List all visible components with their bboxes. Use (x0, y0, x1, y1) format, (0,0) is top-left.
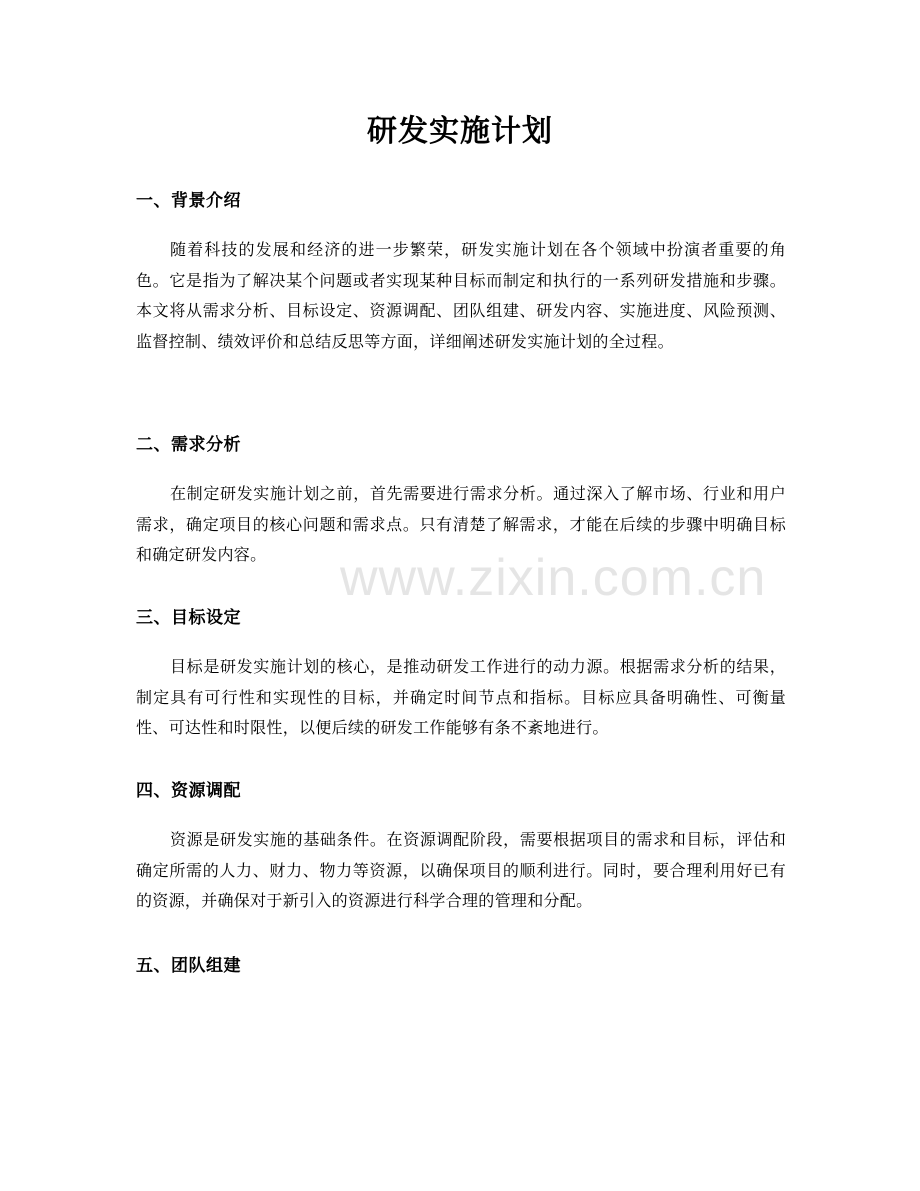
section-heading: 五、团队组建 (136, 956, 241, 976)
section-paragraph: 在制定研发实施计划之前，首先需要进行需求分析。通过深入了解市场、行业和用户需求，确定项目的核心问题和需求点。只有清楚了解需求，才能在后续的步骤中明确目标和确定研发内容。 (136, 484, 786, 564)
section-background (136, 189, 786, 357)
section-paragraph: 随着科技的发展和经济的进一步繁荣，研发实施计划在各个领域中扮演者重要的角色。它是指为了解决某个问题或者实现某种目标而制定和执行的一系列研发措施和步骤。本文将从需求分析、目标设定、资源调配、团队组建、研发内容、实施进度、风险预测、监督控制、绩效评价和总结反思等方面，详细阐述研发实施计划的全过程。 (136, 240, 786, 351)
section-paragraph: 资源是研发实施的基础条件。在资源调配阶段，需要根据项目的需求和目标，评估和确定所需的人力、财力、物力等资源，以确保项目的顺利进行。同时，要合理利用好已有的资源，并确保对于新引入的资源进行科学合理的管理和分配。 (136, 830, 786, 910)
section-requirements (136, 433, 786, 571)
document-title: 研发实施计划 (367, 114, 553, 149)
section-heading: 四、资源调配 (136, 781, 241, 801)
section-team (136, 954, 786, 978)
section-heading: 二、需求分析 (136, 435, 241, 455)
section-heading: 一、背景介绍 (136, 191, 241, 211)
watermark: www.zixin.com.cn (340, 549, 767, 607)
section-heading: 三、目标设定 (136, 608, 241, 628)
section-paragraph: 目标是研发实施计划的核心，是推动研发工作进行的动力源。根据需求分析的结果，制定具有可行性和实现性的目标，并确定时间节点和指标。目标应具备明确性、可衡量性、可达性和时限性，以便后续的研发工作能够有条不紊地进行。 (136, 657, 786, 737)
section-goals (136, 606, 786, 744)
section-resources (136, 779, 786, 917)
